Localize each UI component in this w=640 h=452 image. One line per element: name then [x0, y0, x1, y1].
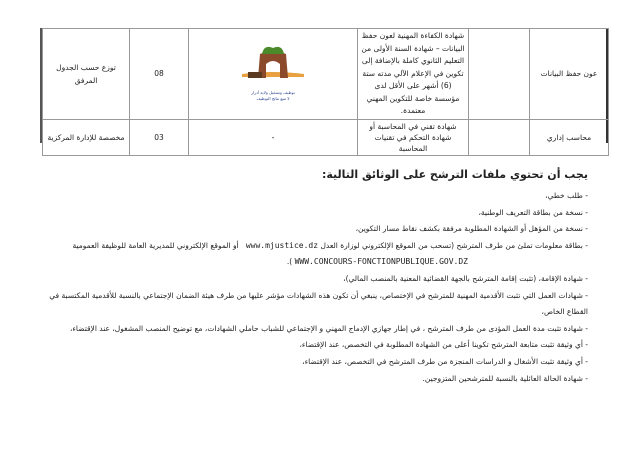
distribution: مخصصة للإدارة المركزية: [43, 119, 130, 155]
list-item: - بطاقة معلومات تملئ من طرف المترشح (تسحب من الموقع الإلكتروني لوزارة العدل www.mjustice.dz أو الموقع الإلكتروني للمديرية العامة للوظيفة العمومية: [72, 240, 588, 250]
post-count: 08: [130, 29, 189, 120]
list-item: WWW.CONCOURS-FONCTIONPUBLIQUE.GOV.DZ ).: [286, 257, 468, 267]
documents-list: [30, 188, 588, 387]
list-item: - أي وثيقة تثبت الأشغال و الدراسات المنجزة من طرف المترشح في التخصص، عند الإقتضاء،: [302, 356, 588, 366]
list-item: - شهادات العمل التي تثبت الأقدمية المهنية للمترشح في الإختصاص، ينبغي أن تكون هذه الشهادات مؤشر عليها من طرف هيئة الضمان الإجتماعي بالنسبة للأقدمية المكتسبة في القطاع الخاص،: [49, 290, 588, 317]
qualification: شهادة الكفاءة المهنية لعون حفظ البيانات – شهادة السنة الأولى من التعليم الثانوي كاملة بالإضافة إلى تكوين في الإعلام الآلي مدته ستة (6) أشهر على الأقل لدى مؤسسة خاصة للتكوين المهني معتمدة.: [358, 29, 469, 120]
list-item: - شهادة الحالة العائلية بالنسبة للمترشحين المتزوجين.: [422, 373, 588, 383]
job-title: عون حفظ البيانات: [530, 29, 609, 120]
post-count: 03: [130, 119, 189, 155]
job-title: محاسب إداري: [530, 119, 609, 155]
list-item: - نسخة من المؤهل أو الشهادة المطلوبة مرفقة بكشف نقاط مسار التكوين،: [355, 224, 588, 234]
table-row: [43, 119, 609, 155]
qualification: شهادة تقني في المحاسبة أو شهادة التحكم في تقنيات المحاسبة: [358, 119, 469, 155]
fonction-publique-link[interactable]: WWW.CONCOURS-FONCTIONPUBLIQUE.GOV.DZ: [294, 257, 468, 267]
list-item: - شهادة تثبت مدة العمل المؤدى من طرف المترشح ، في إطار جهازي الإدماج المهني و الإجتماعي للشباب حاملي الشهادات، مع توضيح المنصب المشغول، عند الإقتضاء،: [69, 323, 588, 333]
arch-logo-icon: [242, 44, 304, 86]
logo-cell: [189, 29, 358, 120]
distribution: توزع حسب الجدول المرفق: [43, 29, 130, 120]
list-item: - شهادة الإقامة، (تثبت إقامة المترشح بالجهة القضائية المعنية بالمنصب المالي)،: [343, 273, 588, 283]
mjustice-link[interactable]: www.mjustice.dz: [245, 240, 319, 250]
logo-caption: توظيف وتشغيل ولاية أدرار: [251, 89, 295, 95]
documents-heading: يجب أن تحتوي ملفات الترشح على الوثائق التالية:: [321, 168, 588, 181]
positions-table: [42, 28, 609, 156]
list-item: - أي وثيقة تثبت متابعة المترشح تكوينا أعلى من الشهادة المطلوبة في التخصص، عند الإقتضاء،: [299, 340, 588, 350]
empty-cell: [469, 29, 530, 120]
adrar-logo: [242, 44, 304, 102]
table-row: [43, 29, 609, 120]
list-item: - نسخة من بطاقة التعريف الوطنية،: [478, 207, 588, 217]
logo-cell: -: [189, 119, 358, 155]
logo-caption: لا تتبع نتائج التوظيف: [256, 95, 290, 101]
list-item: - طلب خطي،: [545, 191, 588, 200]
empty-cell: [469, 119, 530, 155]
